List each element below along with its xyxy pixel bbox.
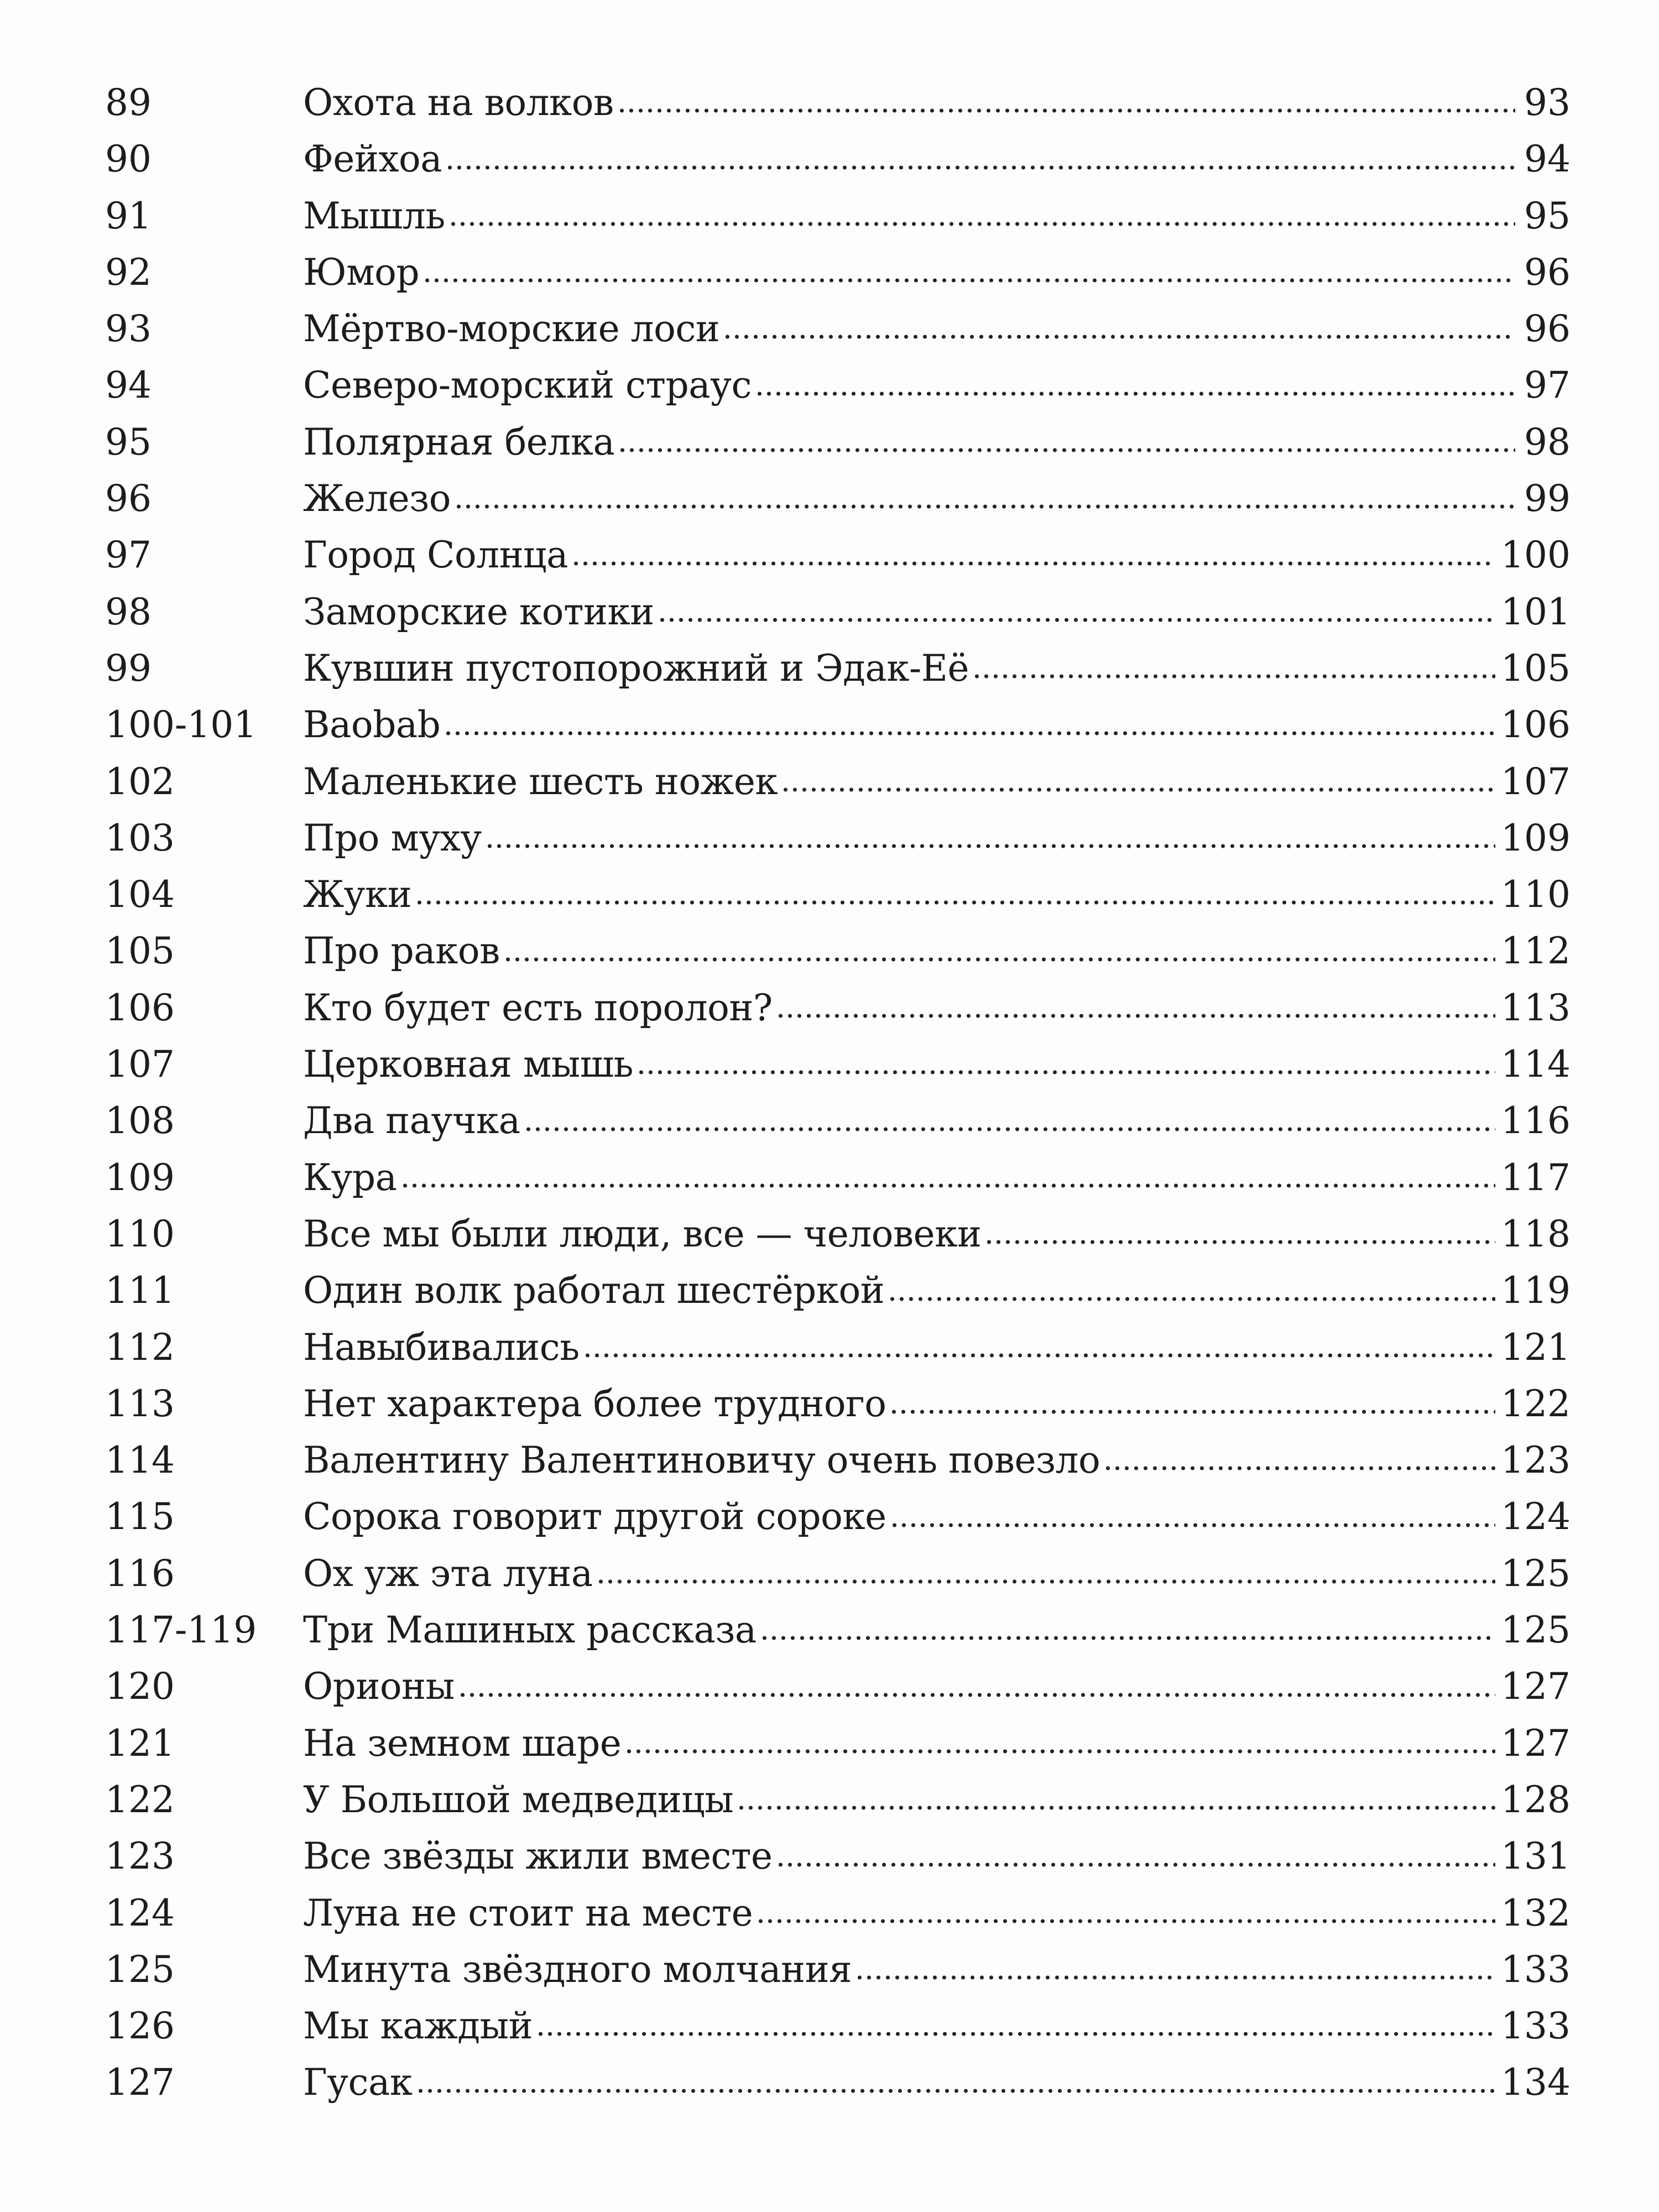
dot-leader	[723, 333, 1515, 341]
entry-number: 99	[105, 646, 152, 690]
entry-number: 106	[105, 986, 175, 1029]
toc-entry	[105, 244, 1571, 301]
entry-title: Мёртво-морские лоси	[303, 307, 720, 351]
entry-number: 113	[105, 1382, 175, 1425]
entry-title: Жуки	[303, 873, 412, 916]
entry-number: 96	[105, 477, 152, 520]
toc-entry	[105, 1602, 1571, 1658]
dot-leader	[454, 503, 1515, 510]
toc-entry	[105, 1432, 1571, 1489]
entry-title: Нет характера более трудного	[303, 1382, 886, 1425]
entry-title: Церковная мышь	[303, 1043, 634, 1086]
entry-number: 89	[105, 81, 152, 124]
entry-title: Baobab	[303, 703, 441, 747]
entry-page-number: 100	[1501, 534, 1571, 577]
entry-title: Ох уж эта луна	[303, 1552, 593, 1595]
entry-title: Юмор	[303, 251, 420, 294]
dot-leader	[596, 1578, 1495, 1585]
entry-title: Все звёзды жили вместе	[303, 1835, 773, 1878]
entry-title: Гусак	[303, 2061, 413, 2104]
entry-page-number: 133	[1501, 2005, 1571, 2048]
dot-leader	[445, 164, 1515, 171]
entry-title: У Большой медведицы	[303, 1778, 734, 1821]
entry-title: Сорока говорит другой сороке	[303, 1495, 886, 1538]
toc-entry	[105, 1376, 1571, 1432]
entry-title: Все мы были люди, все — человеки	[303, 1212, 982, 1255]
entry-title: Навыбивались	[303, 1326, 580, 1369]
entry-page-number: 121	[1501, 1326, 1571, 1369]
entry-number: 115	[105, 1495, 175, 1538]
entry-page-number: 119	[1501, 1269, 1571, 1312]
entry-number: 122	[105, 1778, 175, 1821]
entry-title: Северо-морский страус	[303, 364, 752, 407]
entry-title: Город Солнца	[303, 534, 568, 577]
entry-title: Кто будет есть поролон?	[303, 986, 773, 1029]
toc-entry	[105, 923, 1571, 979]
entry-page-number: 125	[1501, 1552, 1571, 1595]
dot-leader	[637, 1068, 1495, 1076]
dot-leader	[503, 956, 1495, 963]
entry-title: Охота на волков	[303, 81, 614, 124]
toc-entry	[105, 584, 1571, 640]
dot-leader	[571, 560, 1495, 567]
entry-page-number: 116	[1501, 1099, 1571, 1142]
entry-title: Фейхоа	[303, 138, 442, 181]
entry-number: 110	[105, 1212, 175, 1255]
entry-title: Про раков	[303, 930, 500, 973]
toc-entry	[105, 810, 1571, 867]
dot-leader	[890, 1521, 1495, 1529]
entry-number: 92	[105, 251, 152, 294]
toc-entry	[105, 527, 1571, 583]
dot-leader	[1103, 1464, 1495, 1472]
dot-leader	[444, 729, 1495, 737]
entry-page-number: 127	[1501, 1665, 1571, 1708]
entry-title: Мышль	[303, 194, 445, 237]
entry-title: Кура	[303, 1156, 397, 1199]
entry-title: Заморские котики	[303, 590, 654, 633]
entry-number: 90	[105, 138, 152, 181]
entry-page-number: 106	[1501, 703, 1571, 747]
toc-entry	[105, 640, 1571, 697]
dot-leader	[658, 616, 1495, 624]
toc-entry	[105, 1828, 1571, 1885]
entry-title: Мы каждый	[303, 2005, 533, 2048]
entry-page-number: 113	[1501, 986, 1571, 1029]
entry-title: Луна не стоит на месте	[303, 1891, 753, 1934]
entry-number: 93	[105, 307, 152, 351]
entry-number: 126	[105, 2005, 175, 2048]
entry-number: 94	[105, 364, 152, 407]
toc-entry	[105, 1036, 1571, 1093]
entry-title: Кувшин пустопорожний и Эдак-Её	[303, 646, 969, 690]
toc-entry	[105, 1262, 1571, 1319]
entry-number: 121	[105, 1721, 175, 1765]
dot-leader	[737, 1804, 1495, 1812]
entry-page-number: 96	[1524, 251, 1571, 294]
entry-number: 120	[105, 1665, 175, 1708]
dot-leader	[755, 390, 1515, 398]
entry-number: 100-101	[105, 703, 257, 747]
toc-entry	[105, 1319, 1571, 1376]
toc-entry	[105, 867, 1571, 923]
entry-title: Минута звёздного молчания	[303, 1948, 852, 1991]
entry-number: 103	[105, 816, 175, 859]
toc-entry	[105, 1715, 1571, 1772]
dot-leader	[984, 1238, 1495, 1246]
table-of-contents	[105, 75, 1571, 2111]
entry-number: 98	[105, 590, 152, 633]
entry-number: 114	[105, 1439, 175, 1482]
entry-number: 117-119	[105, 1609, 257, 1652]
dot-leader	[888, 1295, 1495, 1303]
entry-title: На земном шаре	[303, 1721, 622, 1765]
entry-title: Маленькие шесть ножек	[303, 760, 778, 803]
entry-title: Про муху	[303, 816, 482, 859]
dot-leader	[618, 446, 1515, 454]
entry-number: 123	[105, 1835, 175, 1878]
dot-leader	[458, 1691, 1495, 1699]
toc-entry	[105, 471, 1571, 527]
entry-title: Три Машиных рассказа	[303, 1609, 757, 1652]
entry-page-number: 94	[1524, 138, 1571, 181]
entry-page-number: 122	[1501, 1382, 1571, 1425]
entry-number: 97	[105, 534, 152, 577]
entry-page-number: 114	[1501, 1043, 1571, 1086]
entry-page-number: 105	[1501, 646, 1571, 690]
entry-number: 108	[105, 1099, 175, 1142]
entry-number: 112	[105, 1326, 175, 1369]
entry-number: 104	[105, 873, 175, 916]
entry-number: 125	[105, 1948, 175, 1991]
toc-entry	[105, 1489, 1571, 1545]
entry-page-number: 124	[1501, 1495, 1571, 1538]
dot-leader	[536, 2030, 1495, 2038]
dot-leader	[781, 786, 1495, 794]
dot-leader	[583, 1352, 1495, 1359]
entry-page-number: 95	[1524, 194, 1571, 237]
dot-leader	[415, 899, 1495, 906]
dot-leader	[972, 672, 1495, 680]
entry-page-number: 123	[1501, 1439, 1571, 1482]
toc-entry	[105, 1206, 1571, 1262]
dot-leader	[776, 1861, 1495, 1869]
entry-number: 109	[105, 1156, 175, 1199]
toc-entry	[105, 1150, 1571, 1206]
entry-number: 91	[105, 194, 152, 237]
toc-entry	[105, 414, 1571, 471]
entry-number: 111	[105, 1269, 175, 1312]
entry-title: Один волк работал шестёркой	[303, 1269, 885, 1312]
dot-leader	[485, 842, 1495, 850]
entry-page-number: 101	[1501, 590, 1571, 633]
entry-number: 102	[105, 760, 175, 803]
entry-title: Железо	[303, 477, 451, 520]
toc-entry	[105, 357, 1571, 414]
entry-page-number: 133	[1501, 1948, 1571, 1991]
toc-entry	[105, 1658, 1571, 1715]
toc-entry	[105, 1998, 1571, 2054]
entry-page-number: 109	[1501, 816, 1571, 859]
dot-leader	[760, 1634, 1495, 1642]
toc-entry	[105, 75, 1571, 131]
toc-entry	[105, 1546, 1571, 1602]
entry-page-number: 99	[1524, 477, 1571, 520]
entry-page-number: 117	[1501, 1156, 1571, 1199]
dot-leader	[524, 1125, 1495, 1133]
dot-leader	[756, 1917, 1495, 1925]
entry-page-number: 132	[1501, 1891, 1571, 1934]
toc-entry	[105, 1942, 1571, 1998]
entry-page-number: 127	[1501, 1721, 1571, 1765]
entry-page-number: 107	[1501, 760, 1571, 803]
toc-entry	[105, 1885, 1571, 1942]
toc-entry	[105, 697, 1571, 753]
entry-number: 127	[105, 2061, 175, 2104]
entry-page-number: 112	[1501, 930, 1571, 973]
entry-title: Два паучка	[303, 1099, 520, 1142]
entry-page-number: 134	[1501, 2061, 1571, 2104]
dot-leader	[855, 1974, 1495, 1981]
entry-page-number: 93	[1524, 81, 1571, 124]
entry-page-number: 118	[1501, 1212, 1571, 1255]
entry-title: Валентину Валентиновичу очень повезло	[303, 1439, 1100, 1482]
dot-leader	[422, 276, 1515, 284]
toc-entry	[105, 2054, 1571, 2111]
dot-leader	[889, 1408, 1495, 1416]
entry-title: Орионы	[303, 1665, 455, 1708]
dot-leader	[400, 1182, 1496, 1190]
entry-page-number: 98	[1524, 420, 1571, 463]
dot-leader	[416, 2087, 1495, 2095]
dot-leader	[448, 220, 1515, 228]
entry-page-number: 128	[1501, 1778, 1571, 1821]
entry-number: 95	[105, 420, 152, 463]
entry-number: 107	[105, 1043, 175, 1086]
entry-page-number: 131	[1501, 1835, 1571, 1878]
dot-leader	[617, 107, 1515, 114]
entry-title: Полярная белка	[303, 420, 615, 463]
dot-leader	[624, 1747, 1495, 1755]
entry-number: 105	[105, 930, 175, 973]
toc-entry	[105, 131, 1571, 187]
entry-page-number: 96	[1524, 307, 1571, 351]
toc-entry	[105, 1093, 1571, 1149]
toc-entry	[105, 754, 1571, 810]
dot-leader	[776, 1012, 1495, 1020]
entry-page-number: 110	[1501, 873, 1571, 916]
entry-page-number: 125	[1501, 1609, 1571, 1652]
entry-number: 116	[105, 1552, 175, 1595]
toc-entry	[105, 301, 1571, 357]
toc-entry	[105, 980, 1571, 1036]
entry-number: 124	[105, 1891, 175, 1934]
entry-page-number: 97	[1524, 364, 1571, 407]
toc-entry	[105, 1772, 1571, 1828]
toc-entry	[105, 188, 1571, 244]
